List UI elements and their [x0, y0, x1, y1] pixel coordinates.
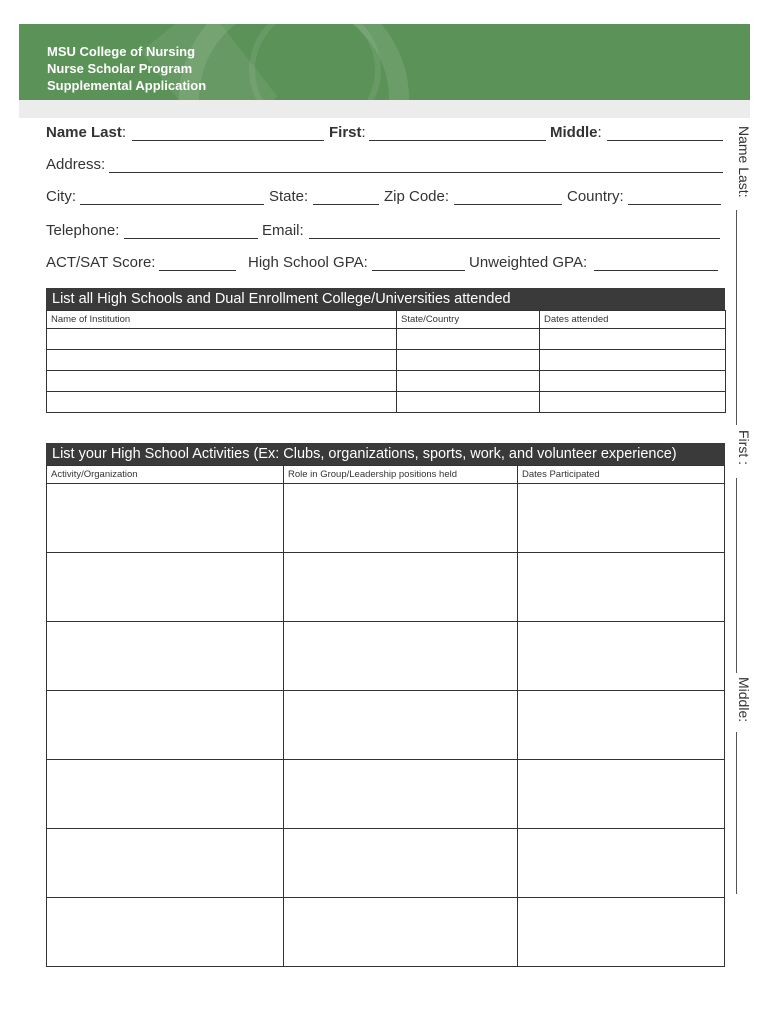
country-field[interactable]	[628, 204, 721, 205]
column-header: Dates attended	[540, 311, 726, 329]
activities-table-row	[47, 760, 725, 829]
side-middle-label: Middle:	[736, 677, 752, 723]
email-field[interactable]	[309, 238, 720, 239]
activities-header-row	[47, 466, 725, 484]
banner-title	[47, 43, 206, 94]
activities-table-row	[47, 622, 725, 691]
telephone-field[interactable]	[124, 238, 258, 239]
schools-table-cell[interactable]	[47, 371, 397, 392]
activities-table-cell[interactable]	[518, 622, 725, 691]
schools-table-cell[interactable]	[397, 371, 540, 392]
schools-table-cell[interactable]	[540, 392, 726, 413]
activities-table-cell[interactable]	[47, 898, 284, 967]
side-name-last-label: Name Last:	[736, 126, 752, 198]
activities-table-cell[interactable]	[47, 760, 284, 829]
side-first-field[interactable]	[736, 478, 737, 673]
zip-label: Zip Code:	[384, 188, 450, 205]
schools-table-cell[interactable]	[47, 350, 397, 371]
middle-label: Middle:	[550, 124, 602, 141]
activities-table-cell[interactable]	[284, 553, 518, 622]
activities-table-cell[interactable]	[284, 691, 518, 760]
unweighted-gpa-label: Unweighted GPA:	[469, 254, 588, 271]
schools-table-cell[interactable]	[540, 350, 726, 371]
schools-table-cell[interactable]	[540, 329, 726, 350]
schools-table-row	[47, 329, 726, 350]
banner-line-1: MSU College of Nursing	[47, 44, 196, 59]
schools-table-row	[47, 350, 726, 371]
country-label: Country:	[567, 188, 624, 205]
side-first-label: First :	[736, 430, 752, 465]
middle-name-field[interactable]	[607, 140, 723, 141]
email-label: Email:	[262, 222, 304, 239]
banner-line-2: Nurse Scholar Program	[47, 61, 193, 76]
schools-header-row	[47, 311, 726, 329]
schools-section-title: List all High Schools and Dual Enrollment College/Universities attended	[46, 288, 725, 310]
banner-line-3: Supplemental Application	[47, 78, 207, 93]
activities-table-cell[interactable]	[284, 898, 518, 967]
schools-table-cell[interactable]	[47, 329, 397, 350]
column-header: Dates Participated	[518, 466, 725, 484]
activities-table	[46, 465, 725, 967]
side-middle-field[interactable]	[736, 732, 737, 894]
name-last-label: Name Last:	[46, 124, 127, 141]
activities-table-cell[interactable]	[518, 691, 725, 760]
activities-table-cell[interactable]	[284, 829, 518, 898]
act-sat-label: ACT/SAT Score:	[46, 254, 156, 271]
schools-table-row	[47, 371, 726, 392]
hs-gpa-label: High School GPA:	[248, 254, 368, 271]
activities-table-row	[47, 691, 725, 760]
activities-table-row	[47, 898, 725, 967]
activities-table-cell[interactable]	[518, 829, 725, 898]
schools-table	[46, 310, 726, 413]
banner-strip	[19, 100, 750, 118]
activities-section-title: List your High School Activities (Ex: Clubs, organizations, sports, work, and volunteer experience)	[46, 443, 725, 465]
activities-table-cell[interactable]	[47, 484, 284, 553]
activities-table-cell[interactable]	[284, 760, 518, 829]
unweighted-gpa-field[interactable]	[594, 270, 718, 271]
column-header: Name of Institution	[47, 311, 397, 329]
activities-table-cell[interactable]	[47, 691, 284, 760]
activities-table-cell[interactable]	[518, 760, 725, 829]
header-banner	[19, 24, 750, 100]
name-last-field[interactable]	[132, 140, 324, 141]
schools-table-cell[interactable]	[540, 371, 726, 392]
hs-gpa-field[interactable]	[372, 270, 465, 271]
schools-table-row	[47, 392, 726, 413]
activities-table-cell[interactable]	[47, 622, 284, 691]
activities-table-cell[interactable]	[47, 553, 284, 622]
first-name-field[interactable]	[369, 140, 546, 141]
city-label: City:	[46, 188, 76, 205]
side-name-last-field[interactable]	[736, 210, 737, 425]
schools-table-cell[interactable]	[397, 329, 540, 350]
activities-table-cell[interactable]	[284, 484, 518, 553]
city-field[interactable]	[80, 204, 264, 205]
activities-table-cell[interactable]	[518, 898, 725, 967]
activities-table-row	[47, 553, 725, 622]
activities-table-row	[47, 829, 725, 898]
column-header: Activity/Organization	[47, 466, 284, 484]
activities-table-cell[interactable]	[518, 553, 725, 622]
telephone-label: Telephone:	[46, 222, 120, 239]
column-header: State/Country	[397, 311, 540, 329]
first-label: First:	[329, 124, 366, 141]
state-field[interactable]	[313, 204, 379, 205]
activities-table-cell[interactable]	[47, 829, 284, 898]
zip-field[interactable]	[454, 204, 562, 205]
state-label: State:	[269, 188, 309, 205]
activities-table-cell[interactable]	[518, 484, 725, 553]
schools-table-cell[interactable]	[47, 392, 397, 413]
schools-table-cell[interactable]	[397, 350, 540, 371]
column-header: Role in Group/Leadership positions held	[284, 466, 518, 484]
activities-table-row	[47, 484, 725, 553]
address-label: Address:	[46, 156, 106, 173]
banner-decoration	[249, 24, 381, 100]
address-field[interactable]	[109, 172, 723, 173]
activities-table-cell[interactable]	[284, 622, 518, 691]
act-sat-field[interactable]	[159, 270, 236, 271]
schools-table-cell[interactable]	[397, 392, 540, 413]
